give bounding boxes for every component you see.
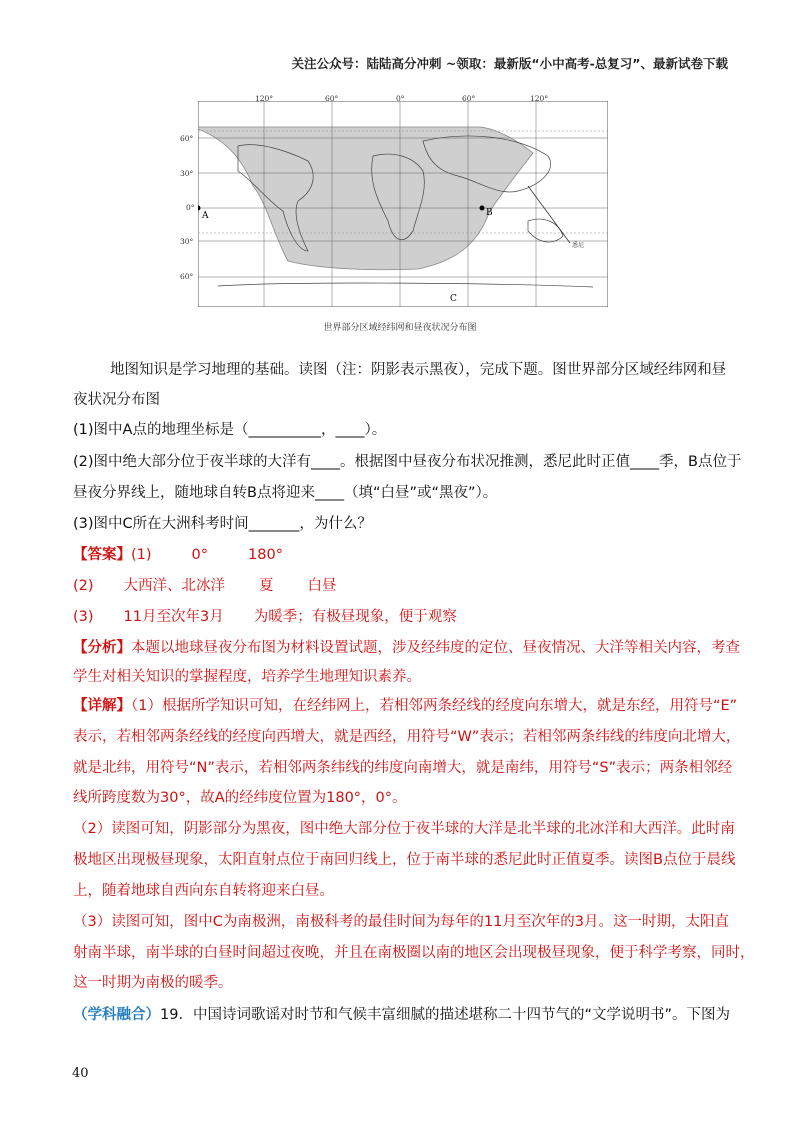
answer-value: 白昼 bbox=[307, 578, 337, 594]
point-b-label: B bbox=[486, 208, 493, 218]
detail-label: 【详解】 bbox=[73, 698, 131, 714]
answer-row-2 bbox=[73, 574, 733, 595]
answer-value: 为暖季；有极昼现象，便于观察 bbox=[253, 609, 457, 625]
intro-line-2: 夜状况分布图 bbox=[73, 392, 160, 408]
analysis-line-2: 学生对相关知识的掌握程度，培养学生地理知识素养。 bbox=[73, 669, 421, 685]
answer-row-3 bbox=[73, 605, 733, 626]
detail-line-6: 极地区出现极昼现象，太阳直射点位于南回归线上，位于南半球的悉尼此时正值夏季。读图B点位于晨线 bbox=[73, 852, 736, 868]
next-question-text: 19．中国诗词歌谣对时节和气候丰富细腻的描述堪称二十四节气的“文学说明书”。下图为 bbox=[160, 1007, 730, 1023]
analysis-line-1 bbox=[73, 636, 740, 657]
world-map-figure bbox=[198, 101, 608, 307]
lon-label: 60° bbox=[462, 94, 476, 103]
lat-label: 60° bbox=[180, 272, 194, 281]
question-1: (1)图中A点的地理坐标是（__________，____）。 bbox=[73, 422, 387, 438]
answer-row-1 bbox=[73, 543, 733, 564]
detail-line-2: 表示，若相邻两条经线的经度向西增大，就是西经，用符号“W”表示；若相邻两条纬线的纬度向北增大， bbox=[73, 729, 741, 745]
lon-label: 60° bbox=[325, 94, 339, 103]
question-2-line-1: (2)图中绝大部分位于夜半球的大洋有____。根据图中昼夜分布状况推测，悉尼此时正值____季，B点位于 bbox=[73, 454, 742, 470]
point-c-label: C bbox=[450, 294, 457, 304]
intro-line-1: 地图知识是学习地理的基础。读图（注：阴影表示黑夜），完成下题。图世界部分区域经纬网和昼 bbox=[110, 362, 727, 378]
point-a-label: A bbox=[202, 211, 209, 221]
detail-line-3: 就是北纬，用符号“N”表示，若相邻两条纬线的纬度向南增大，就是南纬，用符号“S”表示；两条相邻经 bbox=[73, 760, 733, 776]
detail-text: （1）根据所学知识可知，在经纬网上，若相邻两条经线的经度向东增大，就是东经，用符号“E” bbox=[131, 698, 738, 714]
city-label: 悉尼 bbox=[572, 242, 585, 249]
answer-value: 11月至次年3月 bbox=[123, 609, 224, 625]
lon-label: 120° bbox=[255, 94, 274, 103]
question-3: (3)图中C所在大洲科考时间_______，为什么？ bbox=[73, 516, 372, 532]
lon-label: 0° bbox=[396, 94, 405, 103]
analysis-label: 【分析】 bbox=[73, 640, 131, 656]
page-header: 关注公众号：陆陆高分冲刺 ~领取：最新版“小中高考-总复习”、最新试卷下载 bbox=[291, 56, 728, 71]
next-question bbox=[73, 1003, 733, 1024]
lat-label: 30° bbox=[180, 237, 194, 246]
detail-line-10: 这一时期为南极的暖季。 bbox=[73, 975, 233, 991]
question-2-line-2: 昼夜分界线上，随地球自转B点将迎来____（填“白昼”或“黑夜”）。 bbox=[73, 485, 498, 501]
detail-line-8: （3）读图可知，图中C为南极洲，南极科考的最佳时间为每年的11月至次年的3月。这一时期，太阳直 bbox=[73, 914, 730, 930]
detail-line-1 bbox=[73, 694, 738, 715]
lat-label: 60° bbox=[180, 134, 194, 143]
latitude-labels bbox=[180, 0, 200, 300]
lat-label: 0° bbox=[186, 203, 195, 212]
answer-num: (2) bbox=[73, 578, 94, 594]
lat-label: 30° bbox=[180, 169, 194, 178]
answer-label: 【答案】 bbox=[73, 547, 131, 563]
answer-value: 0° bbox=[191, 547, 209, 563]
answer-value: 夏 bbox=[259, 578, 274, 594]
lon-label: 120° bbox=[530, 94, 549, 103]
detail-line-7: 上，随着地球自西向东自转将迎来白昼。 bbox=[73, 883, 334, 899]
detail-line-5: （2）读图可知，阴影部分为黑夜，图中绝大部分位于夜半球的大洋是北半球的北冰洋和大西洋。此时南 bbox=[73, 821, 735, 837]
map-caption: 世界部分区域经纬网和昼夜状况分布图 bbox=[323, 323, 477, 333]
analysis-text: 本题以地球昼夜分布图为材料设置试题，涉及经纬度的定位、昼夜情况、大洋等相关内容，考查 bbox=[131, 640, 740, 656]
answer-value: 180° bbox=[248, 547, 283, 563]
answer-num: (1) bbox=[131, 547, 152, 563]
point-b-marker bbox=[480, 206, 485, 211]
longitude-labels bbox=[0, 94, 800, 104]
subject-tag: （学科融合） bbox=[73, 1007, 160, 1023]
answer-value: 大西洋、北冰洋 bbox=[123, 578, 226, 594]
page-number: 40 bbox=[72, 1066, 89, 1081]
answer-num: (3) bbox=[73, 609, 94, 625]
detail-line-9: 射南半球，南半球的白昼时间超过夜晚，并且在南极圈以南的地区会出现极昼现象，便于科学考察，同时， bbox=[73, 945, 755, 961]
detail-line-4: 线所跨度数为30°，故A的经纬度位置为180°，0°。 bbox=[73, 790, 407, 806]
